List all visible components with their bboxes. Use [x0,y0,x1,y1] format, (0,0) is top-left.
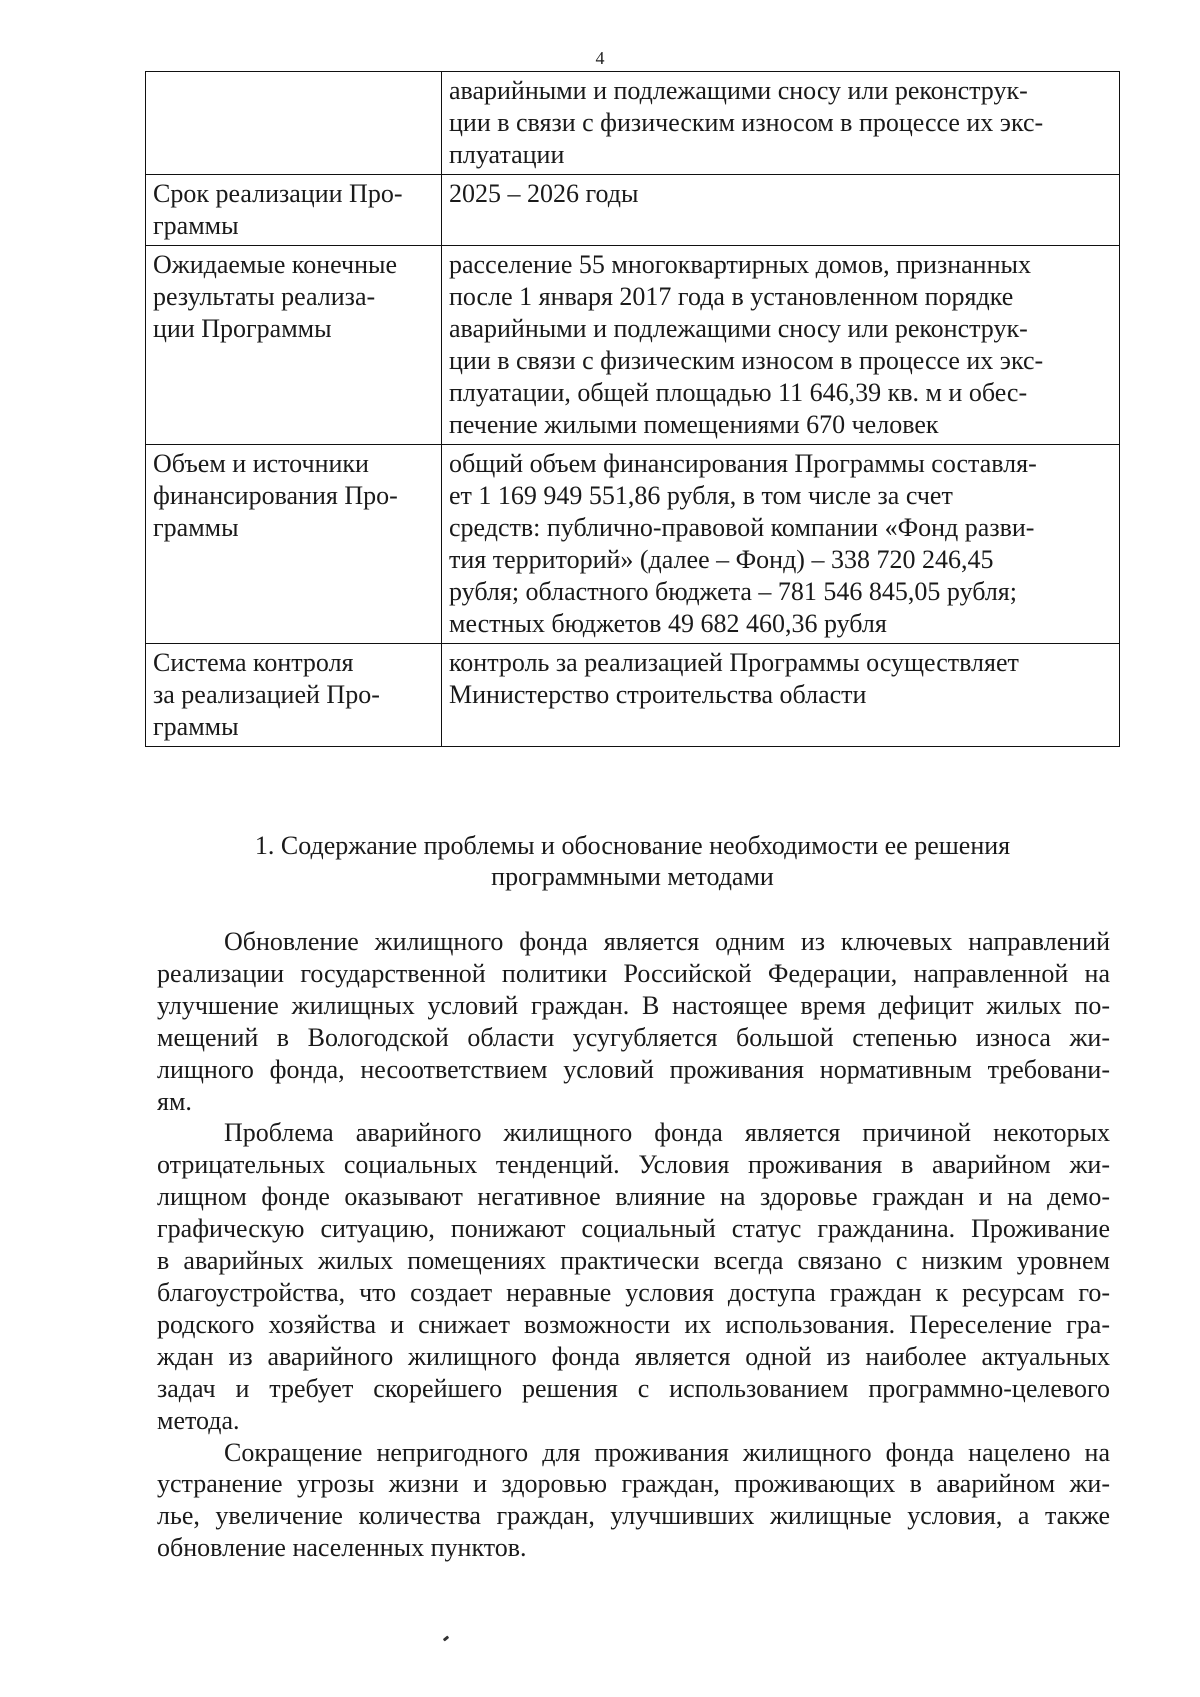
text-line: средств: публично-правовой компании «Фонд разви- [449,513,1035,542]
text-line: 2025 – 2026 годы [449,179,639,208]
paragraph [157,1437,1110,1565]
text-line: метода. [157,1405,240,1435]
text-line: после 1 января 2017 года в установленном порядке [449,282,1014,311]
scan-mark [443,1635,450,1641]
text-line: печение жилыми помещениями 670 человек [449,410,939,439]
text-line: общий объем финансирования Программы составля- [449,449,1037,478]
row-label [146,72,442,175]
text-line: улучшение жилищных условий граждан. В настоящее время дефицит жилых по- [157,990,1110,1020]
section-heading [145,830,1120,892]
table-row [146,445,1120,644]
text-line: лье, увеличение количества граждан, улучшивших жилищные условия, а также [157,1501,1110,1531]
table-row [146,72,1120,175]
text-line: лищного фонда, несоответствием условий проживания нормативным требовани- [157,1054,1110,1084]
table-row [146,246,1120,445]
text-line: плуатации, общей площадью 11 646,39 кв. м и обес- [449,378,1028,407]
text-line: расселение 55 многоквартирных домов, признанных [449,250,1031,279]
text-line: Проблема аварийного жилищного фонда является причиной некоторых [224,1118,1110,1148]
text-line: ции Программы [153,314,332,343]
text-line: аварийными и подлежащими сносу или реконструк- [449,76,1028,105]
text-line: лищном фонде оказывают негативное влияние на здоровье граждан и на демо- [157,1182,1110,1212]
text-line: Система контроля [153,648,354,677]
text-line: Обновление жилищного фонда является одним из ключевых направлений [224,927,1110,956]
text-line: ждан из аварийного жилищного фонда является одной из наиболее актуальных [157,1341,1110,1371]
text-line: благоустройства, что создает неравные условия доступа граждан к ресурсам го- [157,1277,1110,1307]
table-row [146,644,1120,747]
paragraph [157,1117,1110,1436]
text-line: мещений в Вологодской области усугубляется большой степенью износа жи- [157,1022,1110,1052]
text-line: за реализацией Про- [153,680,380,709]
text-line: задач и требует скорейшего решения с использованием программно-целевого [157,1373,1110,1403]
text-line: графическую ситуацию, понижают социальный статус гражданина. Проживание [157,1214,1110,1244]
text-line: Срок реализации Про- [153,179,403,208]
text-line: граммы [153,513,239,542]
text-line: ет 1 169 949 551,86 рубля, в том числе за счет [449,481,953,510]
text-line: Министерство строительства области [449,680,867,709]
text-line: реализации государственной политики Российской Федерации, направленной на [157,958,1110,988]
text-line: ям. [157,1086,192,1116]
text-line: Сокращение непригодного для проживания жилищного фонда нацелено на [224,1437,1110,1467]
text-line: обновление населенных пунктов. [157,1533,527,1563]
text-line: 1. Содержание проблемы и обоснование необходимости ее решения [254,831,1011,860]
text-line: финансирования Про- [153,481,398,510]
text-line: родского хозяйства и снижает возможности их использования. Переселение гра- [157,1309,1110,1339]
text-line: граммы [153,211,239,240]
text-line: устранение угрозы жизни и здоровью граждан, проживающих в аварийном жи- [157,1469,1110,1499]
text-line: рубля; областного бюджета – 781 546 845,05 рубля; [449,577,1017,606]
text-line: отрицательных социальных тенденций. Условия проживания в аварийном жи- [157,1150,1110,1180]
row-label [146,445,442,644]
text-line: контроль за реализацией Программы осуществляет [449,648,1019,677]
text-line: плуатации [449,140,565,169]
section-body [157,926,1110,1564]
paragraph [157,926,1110,1117]
text-line: Объем и источники [153,449,369,478]
row-label [146,175,442,246]
page-number: 4 [595,48,605,68]
text-line: ции в связи с физическим износом в процессе их экс- [449,346,1044,375]
text-line: тия территорий» (далее – Фонд) – 338 720 246,45 [449,545,994,574]
row-value [442,72,1120,175]
text-line: граммы [153,712,239,741]
text-line: в аварийных жилых помещениях практически всегда связано с низким уровнем [157,1246,1110,1276]
text-line: аварийными и подлежащими сносу или реконструк- [449,314,1028,343]
row-value [442,246,1120,445]
row-value [442,175,1120,246]
row-label [146,644,442,747]
text-line: программными методами [491,862,774,891]
text-line: ции в связи с физическим износом в процессе их экс- [449,108,1044,137]
row-value [442,644,1120,747]
program-passport-table [145,71,1120,747]
text-line: Ожидаемые конечные [153,250,398,279]
text-line: результаты реализа- [153,282,376,311]
table-row [146,175,1120,246]
row-value [442,445,1120,644]
row-label [146,246,442,445]
text-line: местных бюджетов 49 682 460,36 рубля [449,609,887,638]
